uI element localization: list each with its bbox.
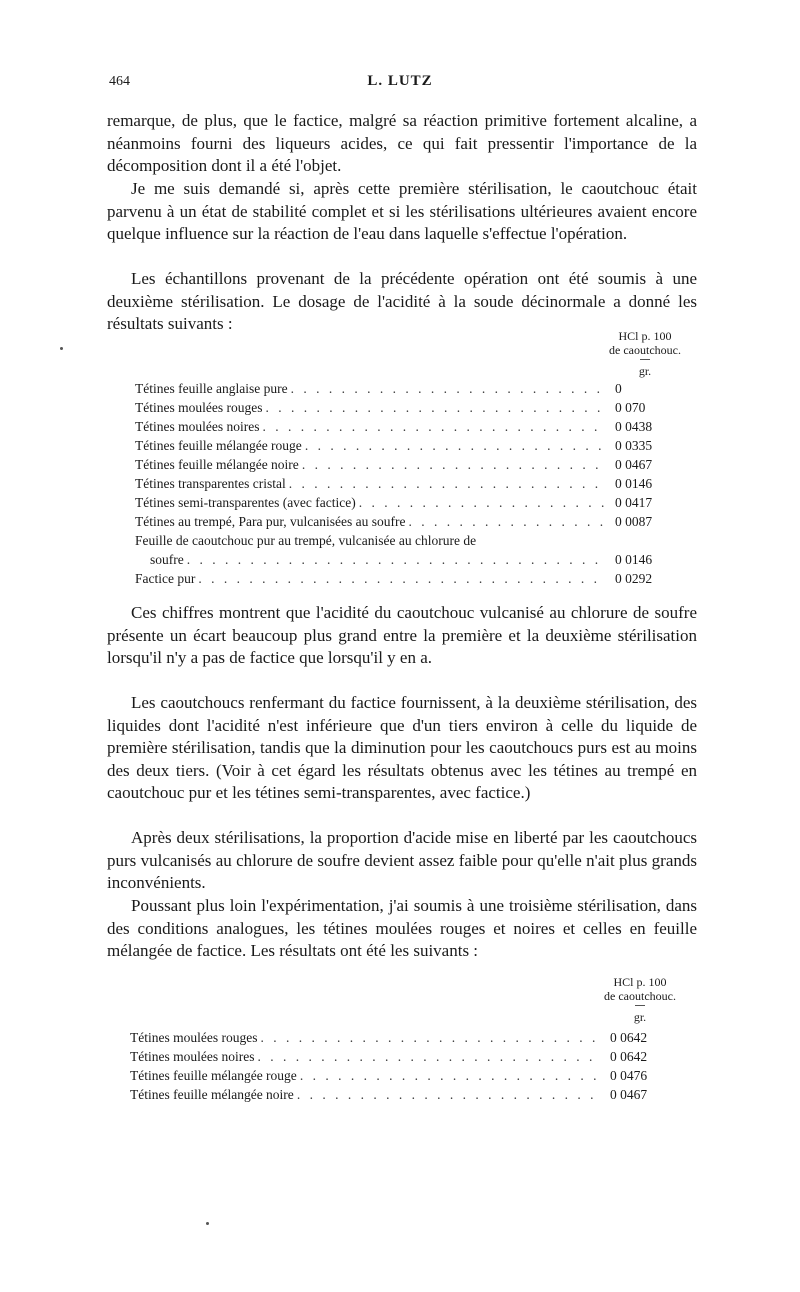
- leader-dots: [257, 1047, 600, 1066]
- leader-dots: [305, 436, 605, 455]
- table-row: [130, 1028, 680, 1047]
- paragraph-6: Après deux stérilisations, la proportion d'acide mise en liberté par les caoutchoucs purs vulcanisés au chlorure de soufre devient assez faible pour qu'elle n'ait plus grands inconvénients.: [107, 828, 697, 893]
- table2-col-head-line1: HCl p. 100: [613, 975, 667, 989]
- row-label: Tétines feuille mélangée noire: [130, 1087, 294, 1102]
- row-label: Tétines semi-transparentes (avec factice): [135, 495, 356, 510]
- leader-dots: [297, 1085, 600, 1104]
- paragraph-7: Poussant plus loin l'expérimentation, j'ai soumis à une troisième stérilisation, dans des conditions analogues, les tétines moulées rouges et noires et celles en feuille mélangée de factice. Les résultats ont été les suivants :: [107, 896, 697, 961]
- table-row: [135, 569, 685, 588]
- leader-dots: [260, 1028, 600, 1047]
- leader-dots: [262, 417, 605, 436]
- row-value: 0 0146: [615, 552, 653, 567]
- table1-unit: gr.: [638, 364, 652, 378]
- row-label: Tétines moulées noires: [135, 419, 260, 434]
- ink-speck: [206, 1222, 209, 1225]
- row-label: Tétines moulées rouges: [135, 400, 263, 415]
- leader-dots: [187, 550, 605, 569]
- leader-dots: [302, 455, 605, 474]
- row-label: Tétines feuille mélangée rouge: [130, 1068, 297, 1083]
- table-row: [135, 512, 685, 531]
- row-value: 0: [615, 381, 622, 396]
- row-label: Tétines transparentes cristal: [135, 476, 286, 491]
- table-row: [130, 1047, 680, 1066]
- row-value: 0 0335: [615, 438, 653, 453]
- running-header: [107, 72, 693, 96]
- table-row: [135, 398, 685, 417]
- row-value: 0 0417: [615, 495, 653, 510]
- row-value: 0 0642: [610, 1049, 648, 1064]
- table1-col-head-line1: HCl p. 100: [618, 329, 672, 343]
- paragraph-4: Ces chiffres montrent que l'acidité du caoutchouc vulcanisé au chlorure de soufre présente un écart beaucoup plus grand entre la première et la deuxième stérilisation lorsqu'il n'y a pas de factice que lorsqu'il y en a.: [107, 603, 697, 668]
- leader-dots: [291, 379, 605, 398]
- row-label: Tétines feuille mélangée noire: [135, 457, 299, 472]
- leader-dots: [289, 474, 605, 493]
- row-value: 0 0476: [610, 1068, 648, 1083]
- table-row: [135, 474, 685, 493]
- leader-dots: [408, 512, 605, 531]
- table2-col-head-line2: de caoutchouc.: [604, 989, 676, 1003]
- table-row: [135, 436, 685, 455]
- row-value: 0 0467: [610, 1087, 648, 1102]
- page-number: 464: [109, 74, 130, 89]
- row-label: Tétines moulées rouges: [130, 1030, 258, 1045]
- row-label: Tétines feuille mélangée rouge: [135, 438, 302, 453]
- paragraph-2: Je me suis demandé si, après cette première stérilisation, le caoutchouc était parvenu à un état de stabilité complet et si les stérilisations ultérieures avaient encore quelque influence sur la réaction de l'eau dans laquelle s'effectue l'opération.: [107, 179, 697, 244]
- row-label-continued: Feuille de caoutchouc pur au trempé, vulcanisée au chlorure de: [135, 533, 477, 548]
- row-label: soufre: [150, 552, 184, 567]
- row-value: 0 0292: [615, 571, 653, 586]
- row-label: Factice pur: [135, 571, 196, 586]
- table-row: [135, 493, 685, 512]
- running-title-author: L. LUTZ: [367, 73, 433, 89]
- paragraph-1: remarque, de plus, que le factice, malgré sa réaction primitive fortement alcaline, a néanmoins fourni des liqueurs acides, ce qui fait pressentir l'importance de la décomposition dont il a été l'objet.: [107, 111, 697, 176]
- leader-dots: [300, 1066, 600, 1085]
- table-row: [130, 1085, 680, 1104]
- table-row: [135, 455, 685, 474]
- ink-speck: [60, 347, 63, 350]
- row-label: Tétines au trempé, Para pur, vulcanisées au soufre: [135, 514, 406, 529]
- table2-unit: gr.: [633, 1010, 647, 1024]
- row-value: 0 0087: [615, 514, 653, 529]
- table-row: [135, 417, 685, 436]
- leader-dots: [265, 398, 605, 417]
- leader-dots: [198, 569, 605, 588]
- table1-column-header: [590, 329, 700, 378]
- row-value: 0 070: [615, 400, 646, 415]
- row-label: Tétines feuille anglaise pure: [135, 381, 288, 396]
- table-row: [150, 550, 685, 569]
- table1-col-head-line2: de caoutchouc.: [609, 343, 681, 357]
- table2-column-header: [585, 975, 695, 1024]
- paragraph-3: Les échantillons provenant de la précédente opération ont été soumis à une deuxième stérilisation. Le dosage de l'acidité à la soude décinormale a donné les résultats suivants :: [107, 269, 697, 334]
- row-value: 0 0438: [615, 419, 653, 434]
- leader-dots: [359, 493, 605, 512]
- table-row: [130, 1066, 680, 1085]
- table-row: [135, 379, 685, 398]
- row-value: 0 0642: [610, 1030, 648, 1045]
- row-value: 0 0146: [615, 476, 653, 491]
- row-label: Tétines moulées noires: [130, 1049, 255, 1064]
- row-value: 0 0467: [615, 457, 653, 472]
- paragraph-5: Les caoutchoucs renfermant du factice fournissent, à la deuxième stérilisation, des liquides dont l'acidité n'est inférieure que d'un tiers environ à celle du liquide de première stérilisation, tandis que la diminution pour les caoutchoucs purs est au moins des deux tiers. (Voir à cet égard les résultats obtenus avec les tétines au trempé en caoutchouc pur et les tétines semi-transparentes, avec factice.): [107, 693, 697, 803]
